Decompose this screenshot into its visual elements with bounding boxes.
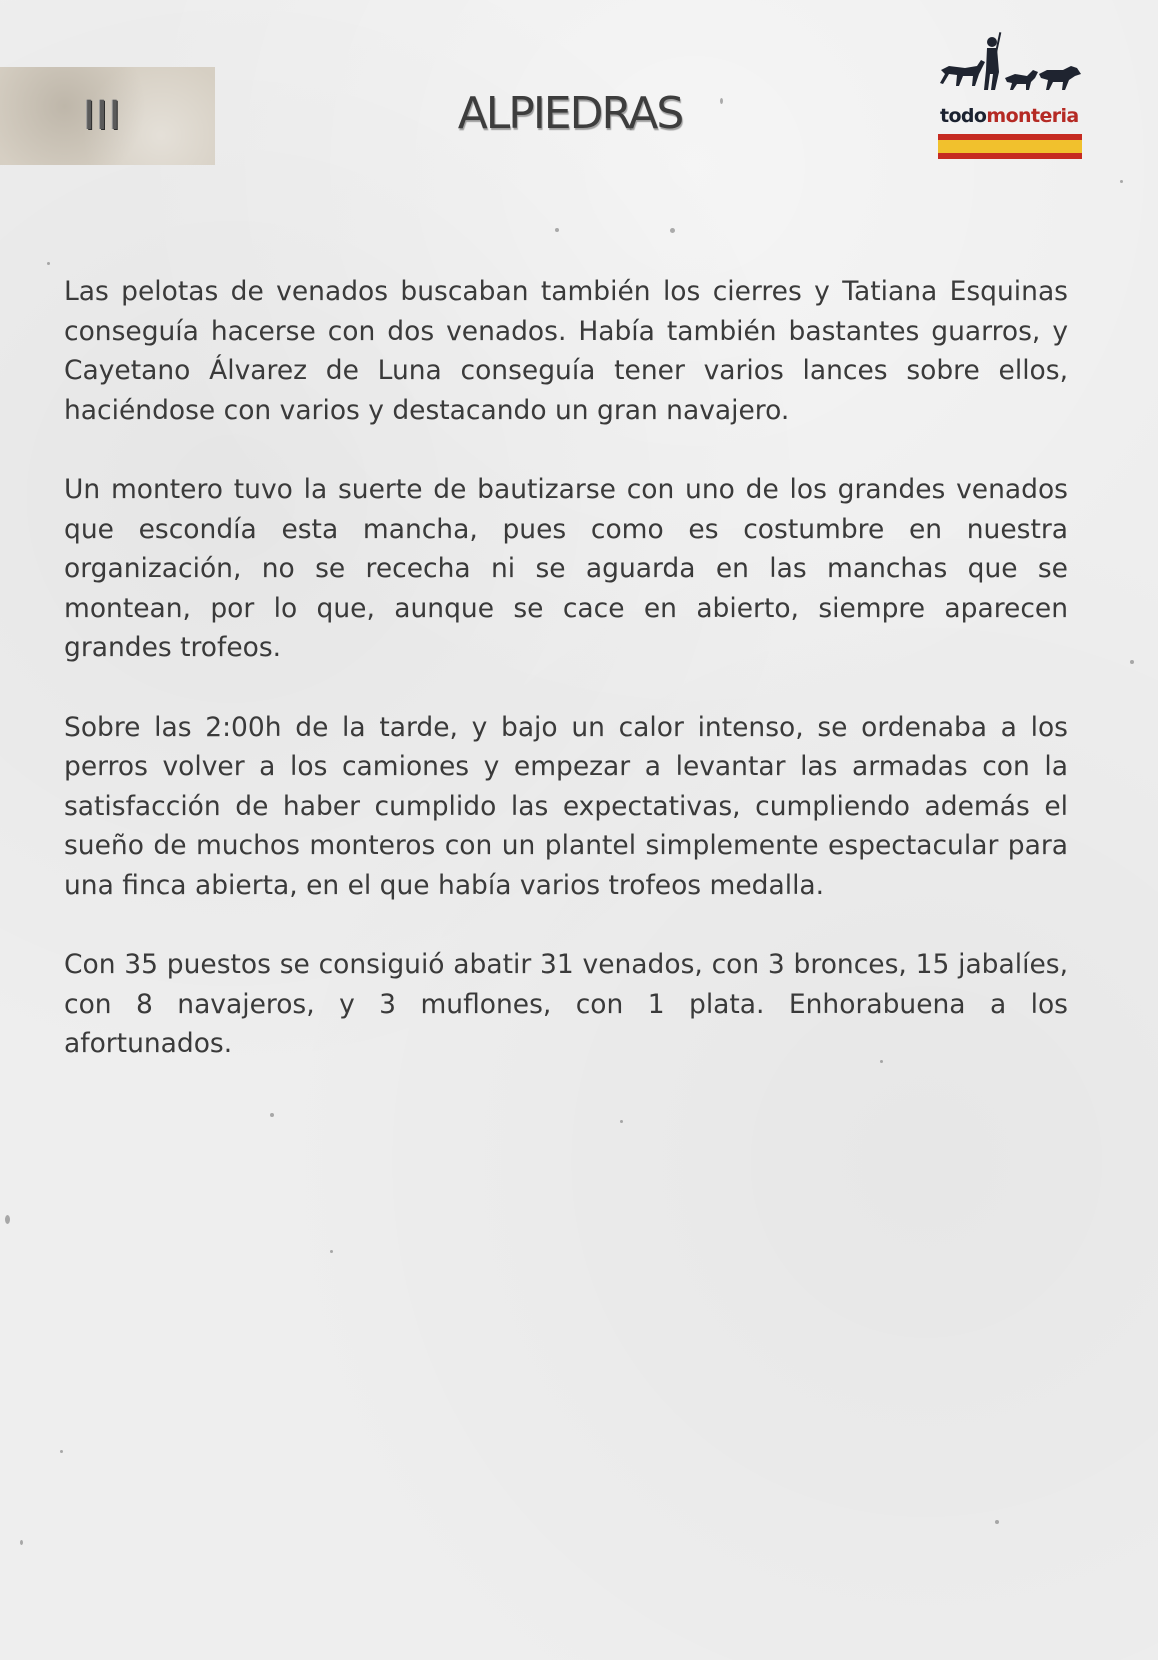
paper-speck [47,262,50,265]
logo-text-todo: todo [940,105,987,127]
paper-speck [670,228,675,233]
logo-text-monteria: monteria [986,105,1079,127]
paper-speck [555,228,559,232]
article-body [64,272,1068,1104]
article-paragraph: Un montero tuvo la suerte de bautizarse con uno de los grandes venados que escondía esta mancha, pues como es costumbre en nuestra organización, no se rececha ni se aguarda en las manchas que se montean, por lo que, aunque se cace en abierto, siempre aparecen grandes trofeos. [64,474,1068,663]
article-paragraph: Con 35 puestos se consiguió abatir 31 venados, con 3 bronces, 15 jabalíes, con 8 navajeros, y 3 muflones, con 1 plata. Enhorabuena a los afortunados. [64,949,1068,1059]
paper-speck [5,1215,10,1224]
paper-speck [20,1540,23,1545]
chapter-label-box [0,67,215,165]
paper-speck [620,1120,623,1123]
article-paragraph: Sobre las 2:00h de la tarde, y bajo un calor intenso, se ordenaba a los perros volver a los camiones y empezar a levantar las armadas con la satisfacción de haber cumplido las expectativas, cumpliendo además el sueño de muchos monteros con un plantel simplemente espectacular para una finca abierta, en el que había varios trofeos medalla. [64,711,1068,901]
paper-speck [995,1520,999,1524]
flag-red-stripe [938,153,1082,159]
logo-wordmark [940,105,1085,127]
hunter-with-dogs-icon [935,30,1085,108]
paper-speck [270,1113,274,1117]
paper-speck [1120,180,1123,183]
spanish-flag-stripe [938,134,1082,159]
paper-speck [60,1450,63,1453]
paper-speck [330,1250,333,1253]
article-paragraph: Las pelotas de venados buscaban también los cierres y Tatiana Esquinas conseguía hacerse con dos venados. Había también bastantes guarros, y Cayetano Álvarez de Luna conseguía tener varios lances sobre ellos, haciéndose con varios y destacando un gran navajero. [64,276,1068,426]
chapter-number: III [83,93,122,139]
todomonteria-logo [935,30,1085,162]
flag-yellow-stripe [938,140,1082,153]
paper-speck [1130,660,1134,664]
page-title: ALPIEDRAS [457,88,683,139]
